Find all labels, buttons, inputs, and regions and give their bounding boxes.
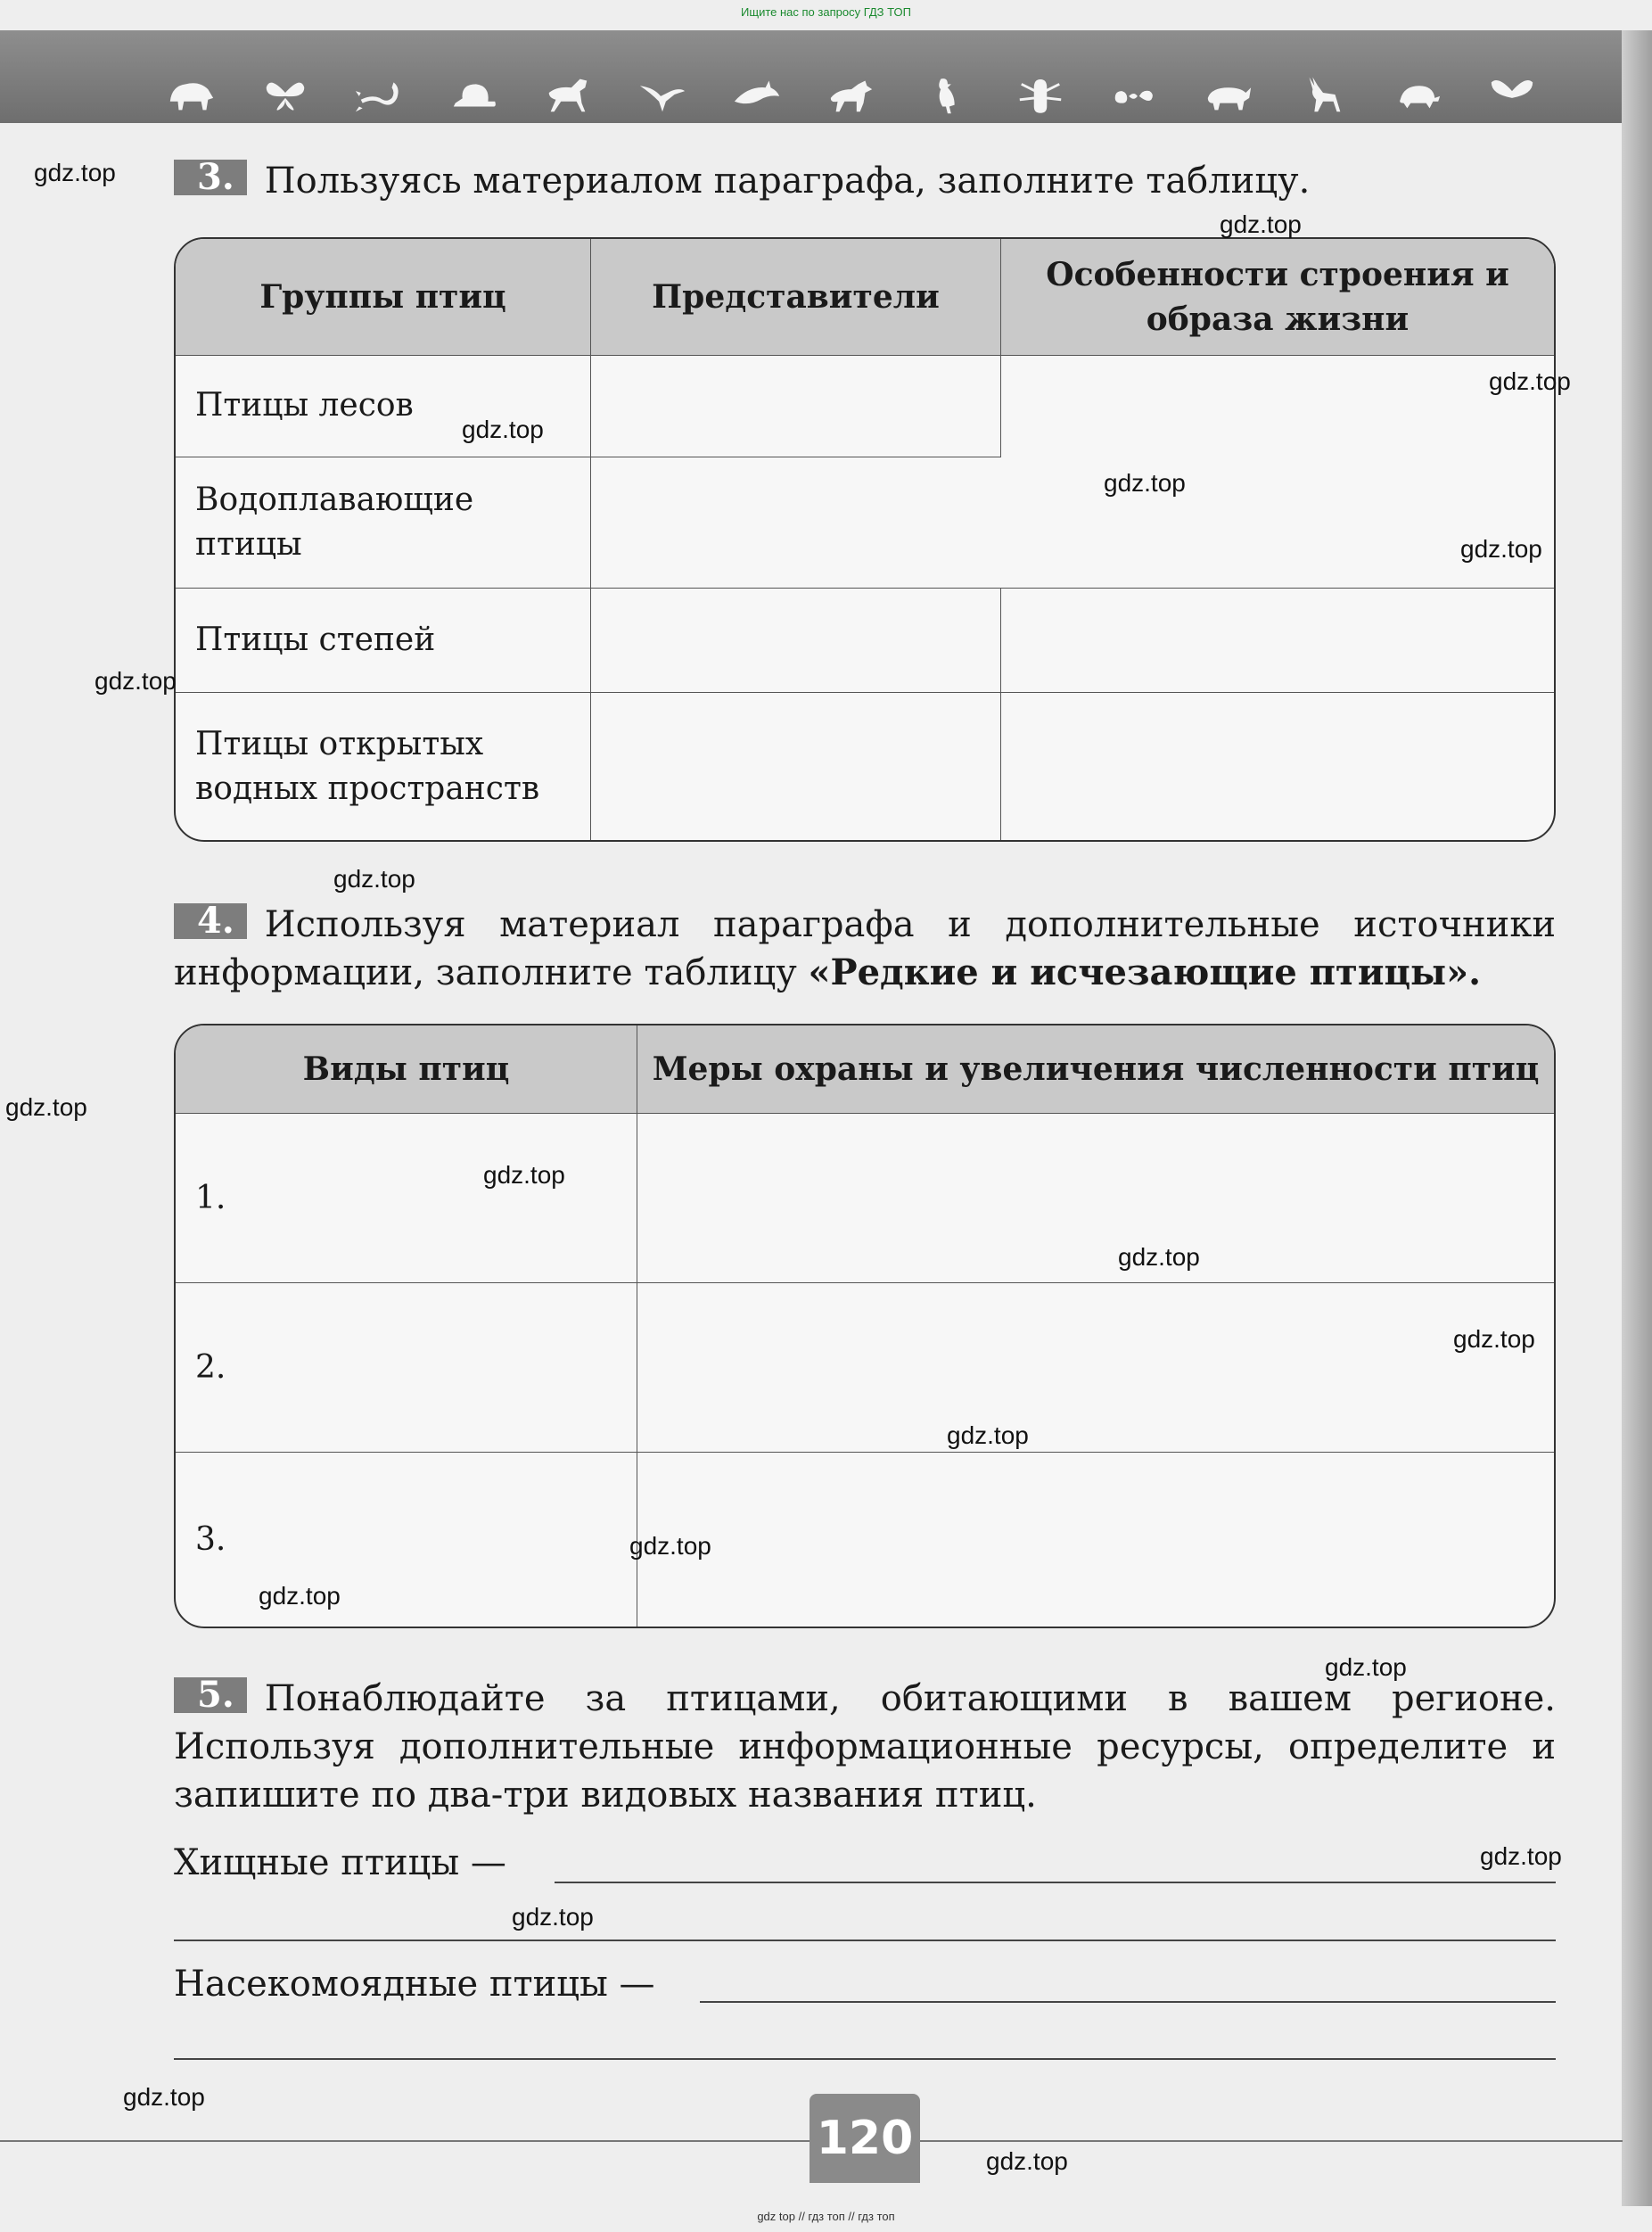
top-note: Ищите нас по запросу ГДЗ ТОП — [741, 5, 911, 19]
watermark: gdz.top — [986, 2147, 1068, 2175]
task4-number: 4. — [174, 903, 247, 939]
predatory-birds-label: Хищные птицы — — [174, 1842, 506, 1883]
watermark: gdz.top — [629, 1532, 711, 1560]
answer-line[interactable] — [700, 2001, 1556, 2003]
answer-line[interactable] — [174, 2058, 1556, 2060]
task4-text: Используя материал параграфа и дополнительные источники информации, заполните таблицу — [174, 904, 1556, 993]
table-cell: Водоплавающие птицы — [176, 457, 591, 588]
insect-icon — [1015, 71, 1066, 116]
table-cell-empty[interactable] — [591, 692, 1001, 840]
task3-prompt — [174, 157, 1556, 205]
bottom-note: gdz top // гдз топ // гдз топ — [757, 2210, 895, 2223]
page-number: 120 — [810, 2094, 920, 2183]
table-row — [176, 1113, 1554, 1282]
table-cell: Птицы открытых водных пространств — [176, 692, 591, 840]
table-cell-empty[interactable] — [637, 1113, 1554, 1282]
table-row — [176, 1282, 1554, 1452]
snail-icon — [448, 71, 500, 116]
bison-icon — [165, 71, 217, 116]
answer-line[interactable] — [174, 1940, 1556, 1941]
table-cell: 2. — [176, 1282, 637, 1452]
wolf-icon — [826, 71, 877, 116]
table-header: Представители — [591, 239, 1001, 355]
table-cell: 3. — [176, 1452, 637, 1627]
watermark: gdz.top — [95, 667, 177, 695]
watermark: gdz.top — [333, 865, 415, 893]
table-cell-empty[interactable] — [591, 457, 1001, 588]
table-row — [176, 692, 1554, 840]
birds-groups-table — [174, 237, 1556, 842]
butterfly-icon — [259, 71, 311, 116]
table-header: Особенности строения и образа жизни — [1001, 239, 1554, 355]
table-cell-empty[interactable] — [591, 588, 1001, 693]
watermark: gdz.top — [1460, 535, 1542, 563]
banner-icons — [165, 71, 1538, 116]
bird-perched-icon — [920, 71, 972, 116]
watermark: gdz.top — [259, 1582, 341, 1610]
watermark: gdz.top — [1220, 210, 1302, 238]
insectivorous-birds-label: Насекомоядные птицы — — [174, 1964, 655, 2005]
answer-line[interactable] — [555, 1882, 1556, 1883]
watermark: gdz.top — [5, 1093, 87, 1121]
scorpion-icon — [354, 71, 406, 116]
deer-icon — [1297, 71, 1349, 116]
table-cell-empty[interactable] — [591, 355, 1001, 456]
horse-icon — [542, 71, 594, 116]
watermark: gdz.top — [1118, 1243, 1200, 1271]
watermark: gdz.top — [947, 1421, 1029, 1449]
table-cell-empty[interactable] — [637, 1452, 1554, 1627]
table-row — [176, 355, 1554, 456]
task3-number: 3. — [174, 160, 247, 195]
table-header: Виды птиц — [176, 1025, 637, 1113]
task5-prompt — [174, 1675, 1556, 1819]
watermark: gdz.top — [1325, 1653, 1407, 1681]
watermark: gdz.top — [512, 1903, 594, 1931]
table-row — [176, 588, 1554, 693]
table-cell-empty[interactable] — [1001, 588, 1554, 693]
watermark: gdz.top — [462, 416, 544, 443]
page-edge — [1622, 30, 1652, 2206]
moth-icon — [1486, 71, 1538, 116]
table-cell: 1. — [176, 1113, 637, 1282]
rare-birds-table — [174, 1024, 1556, 1628]
table-row — [176, 1452, 1554, 1627]
table-header: Группы птиц — [176, 239, 591, 355]
ant-icon — [1108, 71, 1160, 116]
watermark: gdz.top — [34, 159, 116, 186]
watermark: gdz.top — [123, 2083, 205, 2111]
rhino-icon — [1203, 71, 1254, 116]
bird-flying-icon — [637, 71, 688, 116]
task4-prompt — [174, 901, 1556, 997]
task5-number: 5. — [174, 1677, 247, 1713]
watermark: gdz.top — [483, 1161, 565, 1189]
turtle-icon — [1392, 71, 1443, 116]
task4-text-bold: «Редкие и исчезающие птицы». — [808, 951, 1482, 993]
watermark: gdz.top — [1104, 469, 1186, 497]
table-cell: Птицы лесов — [176, 355, 591, 456]
table-cell: Птицы степей — [176, 588, 591, 693]
watermark: gdz.top — [1489, 367, 1571, 395]
table-cell-empty[interactable] — [1001, 692, 1554, 840]
table-header: Меры охраны и увеличения численности птиц — [637, 1025, 1554, 1113]
watermark: gdz.top — [1453, 1325, 1535, 1353]
task3-text: Пользуясь материалом параграфа, заполните таблицу. — [264, 161, 1311, 202]
watermark: gdz.top — [1480, 1842, 1562, 1870]
task5-text: Понаблюдайте за птицами, обитающими в вашем регионе. Используя дополнительные информационные ресурсы, определите и запишите по два-три видовых названия птиц. — [174, 1678, 1556, 1816]
table-cell-empty[interactable] — [637, 1282, 1554, 1452]
dolphin-icon — [731, 71, 783, 116]
